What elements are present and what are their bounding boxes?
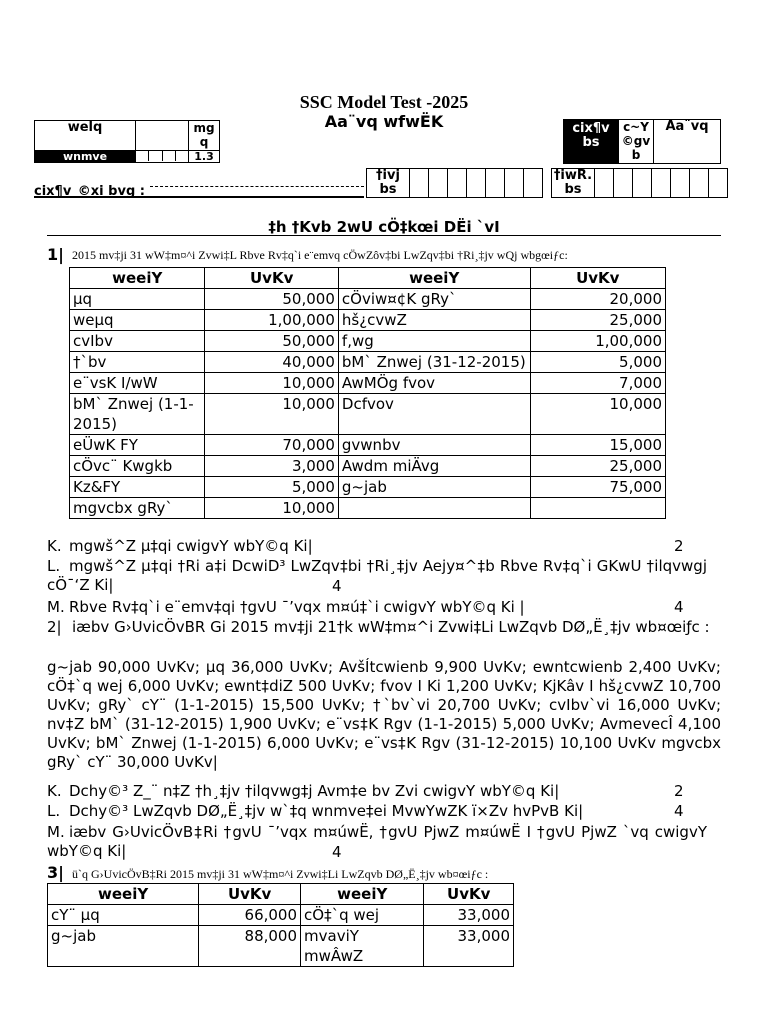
cell: †`bv: [70, 352, 205, 373]
cell: [530, 498, 665, 519]
cell: weµq: [70, 310, 205, 331]
q2-part-l-marks: 4: [674, 802, 684, 820]
cell: 15,000: [530, 435, 665, 456]
part-text: iæbv G›UvicÖvB‡Ri †gvU ¯’vqx m¤úwË, †gvU PjwZ m¤úwË I †gvU PjwZ `vq cwigvY wbY©q Ki|: [47, 823, 707, 860]
cell: AwMÖg fvov: [338, 373, 530, 394]
cell: cÖ‡`q wej: [301, 905, 424, 926]
cell: 88,000: [199, 926, 301, 967]
part-label: K.: [47, 537, 62, 555]
q1-part-k-marks: 2: [674, 537, 684, 555]
cell: 25,000: [530, 310, 665, 331]
cell: 1,00,000: [530, 331, 665, 352]
examinee-name-label: cix¶v_©xi bvg :: [34, 184, 145, 199]
cell: 75,000: [530, 477, 665, 498]
q3-col-header: weeiY: [48, 884, 199, 905]
q3-col-header: UvKv: [199, 884, 301, 905]
q3-col-header: weeiY: [301, 884, 424, 905]
cell: 5,000: [205, 477, 338, 498]
q2-part-m: [47, 823, 707, 861]
cell: f‚wg: [338, 331, 530, 352]
cell: 70,000: [205, 435, 338, 456]
cell: g~jab: [48, 926, 199, 967]
cell: hš¿cvwZ: [338, 310, 530, 331]
q2-part-k: [47, 782, 667, 801]
q1-part-l-marks: 4: [332, 577, 342, 595]
table-row: [70, 435, 666, 456]
cell: 40,000: [205, 352, 338, 373]
cell: e¨vsK I/wW: [70, 373, 205, 394]
code-type-label: wnmve: [35, 151, 136, 163]
exam-no-label: cix¶v bs: [564, 120, 619, 164]
q1-part-l: [47, 557, 707, 595]
table-row: [70, 498, 666, 519]
table-row: [70, 310, 666, 331]
cell: Kz&FY: [70, 477, 205, 498]
q3-intro: ü`q G›UvicÖvB‡Ri 2015 mv‡ji 31 wW‡m¤^i Zvwi‡Li LwZqvb DØ„Ë¸‡jv wb¤œiƒc :: [72, 867, 489, 881]
code-label: mg q: [189, 121, 220, 151]
cell: 25,000: [530, 456, 665, 477]
cell: 20,000: [530, 289, 665, 310]
part-label: L.: [47, 557, 61, 575]
cell: eÜwK FY: [70, 435, 205, 456]
q1-col-header: weeiY: [70, 268, 205, 289]
cell: 7,000: [530, 373, 665, 394]
full-marks-label: c~Y ©gv b: [619, 120, 654, 164]
q1-number: 1|: [47, 245, 64, 264]
section-divider: [47, 235, 721, 236]
cell: bM` Znwej (1-1-2015): [70, 394, 205, 435]
q2-part-k-marks: 2: [674, 782, 684, 800]
part-text: Rbve Rv‡q`i e¨emv‡qi †gvU ¯’vqx m¤ú‡`i cwigvY wbY©q Ki |: [69, 598, 525, 616]
code-value: 1.3: [189, 151, 220, 163]
cell: bM` Znwej (31-12-2015): [338, 352, 530, 373]
cell: Dcfvov: [338, 394, 530, 435]
q1-part-m-marks: 4: [674, 598, 684, 616]
subject-code-box: [34, 120, 220, 163]
cell: 10,000: [205, 373, 338, 394]
q1-intro: 2015 mv‡ji 31 wW‡m¤^i Zvwi‡L Rbve Rv‡q`i e¨emvq cÖwZôv‡bi LwZqv‡bi †Ri¸‡jv wQj wbgœiƒc:: [72, 248, 568, 262]
table-row: [70, 373, 666, 394]
cell: 50,000: [205, 331, 338, 352]
cell: cÖviw¤¢K gRy`: [338, 289, 530, 310]
q2-intro: iæbv G›UvicÖvBR Gi 2015 mv‡ji 21†k wW‡m¤^i Zvwi‡Li LwZqvb DØ„Ë¸‡jv wb¤œiƒc :: [72, 618, 710, 636]
q2-body: g~jab 90,000 UvKv; µq 36,000 UvKv; AvšÍtcwienb 9,900 UvKv; ewntcwienb 2,400 UvKv; cÖ‡`q wej 6,000 UvKv; ewnt‡diZ 500 UvKv; fvov I Ki 1,200 UvKv; KjKâv I hš¿cvwZ 10,700 UvKv; gRy` cY¨ (1-1-2015) 15,500 UvKv; †`bv`vi 20,700 UvKv; cvIbv`vi 16,000 UvKv; nv‡Z bM` (31-12-2015) 1,900 UvKv; e¨vs‡K Rgv (1-1-2015) 5,000 UvKv; AvmevecÎ 4,100 UvKv; bM` Znwej (1-1-2015) 6,000 UvKv; e¨vs‡K Rgv (31-12-2015) 10,100 UvKv mgvcbx gRy` cY¨ 30,000 UvKv|: [47, 658, 721, 771]
table-row: [70, 289, 666, 310]
q1-col-header: weeiY: [338, 268, 530, 289]
code-boxes: [136, 151, 189, 163]
roll-number-boxes[interactable]: [366, 168, 543, 198]
table-row: [70, 456, 666, 477]
subject-label: welq: [35, 121, 136, 151]
q3-number: 3|: [47, 863, 64, 882]
q2-number: 2|: [47, 618, 62, 636]
cell: 5,000: [530, 352, 665, 373]
cell: 10,000: [530, 394, 665, 435]
cell: 33,000: [424, 905, 514, 926]
cell: 10,000: [205, 394, 338, 435]
name-underline: [34, 196, 364, 198]
cell: cÖvc¨ Kwgkb: [70, 456, 205, 477]
cell: gvwnbv: [338, 435, 530, 456]
part-text: Dchy©³ Z_¨ n‡Z †h¸‡jv †ilqvwg‡j Avm‡e bv Zvi cwigvY wbY©q Ki|: [69, 782, 560, 800]
name-fill-line[interactable]: [150, 186, 364, 187]
subject-title: Aa¨vq wfwËK: [324, 112, 444, 131]
q1-col-header: UvKv: [205, 268, 338, 289]
exam-info-box: [563, 119, 721, 164]
q1-ledger-table: [69, 267, 666, 519]
section-title: ‡h †Kvb 2wU cÖ‡kœi DËi `vI: [268, 218, 500, 236]
cell: 1,00,000: [205, 310, 338, 331]
q3-col-header: UvKv: [424, 884, 514, 905]
part-label: L.: [47, 802, 61, 820]
cell: cY¨ µq: [48, 905, 199, 926]
roll-label: †ivj bs: [367, 169, 410, 198]
cell: 10,000: [205, 498, 338, 519]
table-row: [70, 394, 666, 435]
cell: cvIbv: [70, 331, 205, 352]
subject-blank: [136, 121, 189, 151]
table-row: [70, 331, 666, 352]
part-text: mgwš^Z µ‡qi †Ri a‡i DcwiD³ LwZqv‡bi †Ri¸‡jv Aejy¤^‡b Rbve Rv‡q`i GKwU †ilqvwgj cÖ¯‘Z Ki|: [47, 557, 707, 594]
part-label: M.: [47, 598, 65, 616]
part-label: M.: [47, 823, 65, 841]
table-row: [48, 905, 514, 926]
table-row: [70, 477, 666, 498]
part-text: Dchy©³ LwZqvb DØ„Ë¸‡jv w`‡q wnmve‡ei MvwYwZK ï×Zv hvPvB Ki|: [69, 802, 584, 820]
cell: Awdm miÄvg: [338, 456, 530, 477]
chapter-label: Aa¨vq: [654, 120, 721, 164]
cell: g~jab: [338, 477, 530, 498]
part-label: K.: [47, 782, 62, 800]
cell: mvaviY mwÂwZ: [301, 926, 424, 967]
cell: 50,000: [205, 289, 338, 310]
table-row: [70, 352, 666, 373]
registration-number-boxes[interactable]: [551, 168, 728, 198]
q1-part-m: [47, 598, 667, 617]
cell: 3,000: [205, 456, 338, 477]
cell: 66,000: [199, 905, 301, 926]
part-text: mgwš^Z µ‡qi cwigvY wbY©q Ki|: [69, 537, 313, 555]
cell: µq: [70, 289, 205, 310]
q2-part-m-marks: 4: [332, 843, 342, 861]
q2-part-l: [47, 802, 667, 821]
cell: mgvcbx gRy`: [70, 498, 205, 519]
reg-label: †iwR. bs: [552, 169, 595, 198]
cell: 33,000: [424, 926, 514, 967]
q1-col-header: UvKv: [530, 268, 665, 289]
cell: [338, 498, 530, 519]
q3-ledger-table: [47, 883, 514, 967]
page-title: SSC Model Test -2025: [299, 92, 469, 112]
q1-part-k: [47, 537, 707, 556]
table-row: [48, 926, 514, 967]
